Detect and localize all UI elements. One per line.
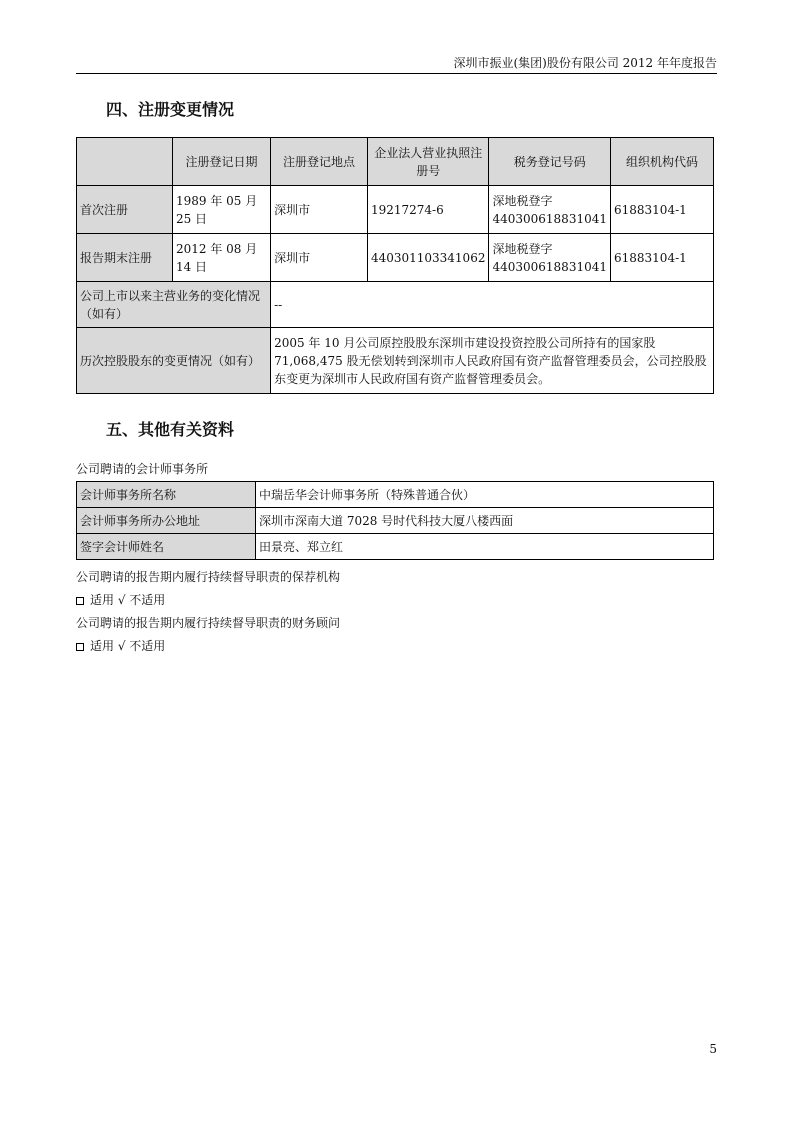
- advisor-note: 公司聘请的报告期内履行持续督导职责的财务顾问: [76, 616, 341, 630]
- table-row: [77, 234, 714, 282]
- audit-value: 深圳市深南大道 7028 号时代科技大厦八楼西面: [256, 508, 714, 534]
- header-cell-tax-no: 税务登记号码: [489, 138, 611, 186]
- shareholder-change-label: 历次控股股东的变更情况（如有）: [77, 328, 271, 394]
- row-label: 报告期末注册: [77, 234, 173, 282]
- cell-license-no: 19217274-6: [367, 186, 489, 234]
- tax-prefix: 深地税登字: [492, 193, 553, 208]
- sponsor-option-text: 适用 √ 不适用: [90, 593, 166, 607]
- audit-label: 签字会计师姓名: [77, 534, 256, 560]
- cell-license-no: 440301103341062: [367, 234, 489, 282]
- cell-org-code: 61883104-1: [611, 186, 714, 234]
- row-label: 首次注册: [77, 186, 173, 234]
- audit-label: 会计师事务所办公地址: [77, 508, 256, 534]
- table-row: [77, 534, 714, 560]
- cell-reg-place: 深圳市: [271, 234, 368, 282]
- audit-value: 田景亮、郑立红: [256, 534, 714, 560]
- cell-tax-no: [489, 234, 611, 282]
- table-row: [77, 508, 714, 534]
- audit-label: 会计师事务所名称: [77, 482, 256, 508]
- table-row: [77, 328, 714, 394]
- business-change-label: 公司上市以来主营业务的变化情况（如有）: [77, 282, 271, 328]
- checkbox-icon: [76, 597, 84, 605]
- page-number: 5: [709, 1042, 717, 1056]
- header-cell-reg-date: 注册登记日期: [172, 138, 270, 186]
- shareholder-change-value: 2005 年 10 月公司原控股股东深圳市建设投资控股公司所持有的国家股 71,068,475 股无偿划转到深圳市人民政府国有资产监督管理委员会，公司控股股东变更为深圳市人民政府国有资产监督管理委员会。: [271, 328, 714, 394]
- cell-org-code: 61883104-1: [611, 234, 714, 282]
- header-cell-org-code: 组织机构代码: [611, 138, 714, 186]
- header-rule: [76, 73, 717, 74]
- table-header-row: [77, 138, 714, 186]
- section-title-registration-changes: 四、注册变更情况: [106, 100, 235, 119]
- report-header: 深圳市振业(集团)股份有限公司 2012 年年度报告: [453, 56, 717, 70]
- header-cell-blank: [77, 138, 173, 186]
- cell-reg-date: 2012 年 08 月 14 日: [172, 234, 270, 282]
- table-row: [77, 186, 714, 234]
- audit-caption: 公司聘请的会计师事务所: [76, 462, 209, 476]
- header-cell-reg-place: 注册登记地点: [271, 138, 368, 186]
- cell-reg-place: 深圳市: [271, 186, 368, 234]
- section-title-other-info: 五、其他有关资料: [106, 420, 235, 439]
- audit-firm-table: [76, 481, 714, 560]
- registration-table: [76, 137, 714, 394]
- checkbox-icon: [76, 643, 84, 651]
- sponsor-option: [76, 591, 165, 608]
- tax-number: 440300618831041: [492, 211, 607, 226]
- tax-prefix: 深地税登字: [492, 241, 553, 256]
- advisor-option: [76, 637, 165, 654]
- sponsor-note: 公司聘请的报告期内履行持续督导职责的保荐机构: [76, 570, 341, 584]
- header-cell-license-no: 企业法人营业执照注册号: [367, 138, 489, 186]
- tax-number: 440300618831041: [492, 259, 607, 274]
- cell-reg-date: 1989 年 05 月 25 日: [172, 186, 270, 234]
- table-row: [77, 282, 714, 328]
- audit-value: 中瑞岳华会计师事务所（特殊普通合伙）: [256, 482, 714, 508]
- table-row: [77, 482, 714, 508]
- advisor-option-text: 适用 √ 不适用: [90, 639, 166, 653]
- business-change-value: --: [271, 282, 714, 328]
- cell-tax-no: [489, 186, 611, 234]
